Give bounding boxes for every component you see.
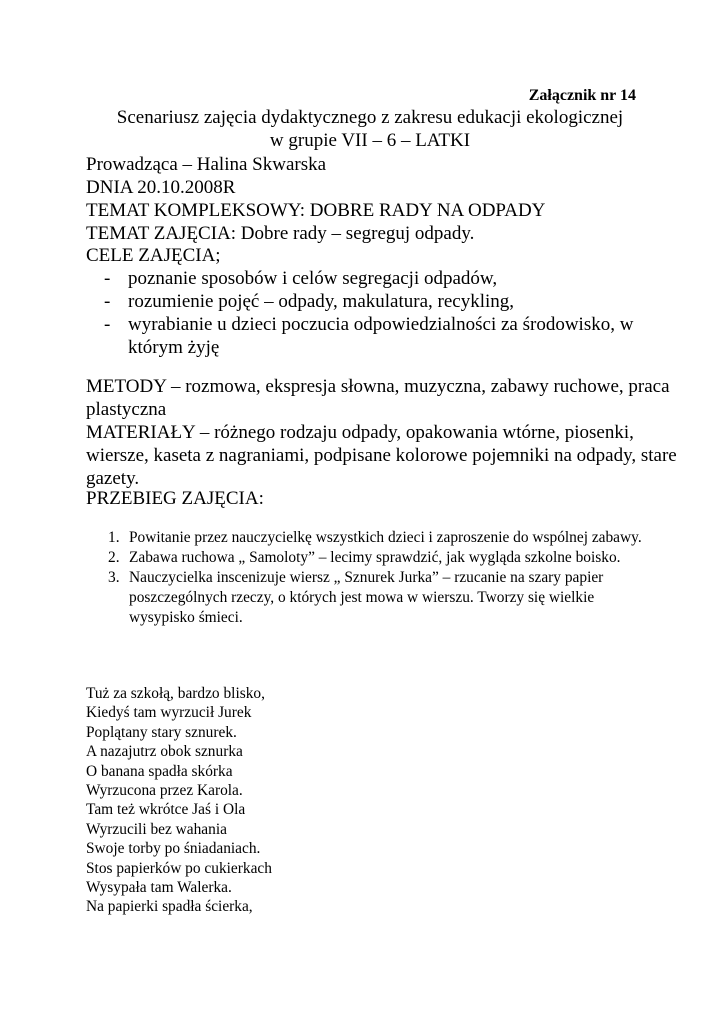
- step-text: Powitanie przez nauczycielkę wszystkich dzieci i zaproszenie do wspólnej zabawy.: [129, 529, 642, 546]
- complex-topic-line: TEMAT KOMPLEKSOWY: DOBRE RADY NA ODPADY: [86, 200, 546, 221]
- lesson-topic-line: TEMAT ZAJĘCIA: Dobre rady – segreguj odpady.: [86, 223, 475, 244]
- poem: [86, 684, 272, 917]
- goal-text: wyrabianie u dzieci poczucia odpowiedzialności za środowisko, w którym żyję: [128, 314, 634, 358]
- goal-text: poznanie sposobów i celów segregacji odpadów,: [128, 268, 498, 289]
- poem-line: Poplątany stary sznurek.: [86, 723, 237, 741]
- step-number: 2.: [108, 549, 120, 566]
- date-line: DNIA 20.10.2008R: [86, 177, 236, 198]
- goals-list: [86, 267, 686, 359]
- poem-line: Na papierki spadła ścierka,: [86, 898, 253, 916]
- goals-heading: CELE ZAJĘCIA;: [86, 245, 221, 266]
- poem-line: Stos papierków po cukierkach: [86, 859, 272, 877]
- annex-label: Załącznik nr 14: [528, 87, 636, 104]
- goal-item: [86, 267, 686, 290]
- step-item: [108, 548, 648, 568]
- document-title-line-1: Scenariusz zajęcia dydaktycznego z zakresu edukacji ekologicznej: [116, 107, 624, 128]
- poem-line: Kiedyś tam wyrzucił Jurek: [86, 704, 252, 722]
- poem-line: Tuż za szkołą, bardzo blisko,: [86, 685, 265, 702]
- step-text: Nauczycielka inscenizuje wiersz „ Sznurek Jurka” – rzucanie na szary papier poszczególnych rzeczy, o których jest mowa w wierszu. Tworzy się wielkie wysypisko śmieci.: [129, 569, 604, 626]
- step-text: Zabawa ruchowa „ Samoloty” – lecimy sprawdzić, jak wygląda szkolne boisko.: [129, 549, 621, 566]
- poem-line: O banana spadła skórka: [86, 762, 233, 780]
- dash-bullet: -: [104, 314, 111, 335]
- course-heading: PRZEBIEG ZAJĘCIA:: [86, 488, 264, 509]
- poem-line: Wysypała tam Walerka.: [86, 879, 232, 897]
- step-number: 3.: [108, 569, 120, 586]
- step-number: 1.: [108, 529, 120, 546]
- document-title-line-2: w grupie VII – 6 – LATKI: [269, 130, 471, 151]
- poem-line: Swoje torby po śniadaniach.: [86, 840, 261, 858]
- poem-line: Wyrzucili bez wahania: [86, 820, 227, 838]
- poem-line: A nazajutrz obok sznurka: [86, 743, 243, 761]
- poem-line: Wyrzucona przez Karola.: [86, 782, 243, 800]
- materials-paragraph: MATERIAŁY – różnego rodzaju odpady, opakowania wtórne, piosenki, wiersze, kaseta z nagraniami, podpisane kolorowe pojemniki na odpady, stare gazety.: [86, 422, 677, 489]
- goal-item: [86, 313, 686, 359]
- goal-item: [86, 290, 686, 313]
- goal-text: rozumienie pojęć – odpady, makulatura, recykling,: [128, 291, 515, 312]
- teacher-line: Prowadząca – Halina Skwarska: [86, 154, 327, 175]
- poem-line: Tam też wkrótce Jaś i Ola: [86, 801, 246, 819]
- steps-list: [108, 528, 648, 628]
- dash-bullet: -: [104, 291, 111, 312]
- step-item: [108, 568, 648, 628]
- methods-paragraph: METODY – rozmowa, ekspresja słowna, muzyczna, zabawy ruchowe, praca plastyczna: [86, 376, 670, 420]
- step-item: [108, 528, 648, 548]
- dash-bullet: -: [104, 268, 111, 289]
